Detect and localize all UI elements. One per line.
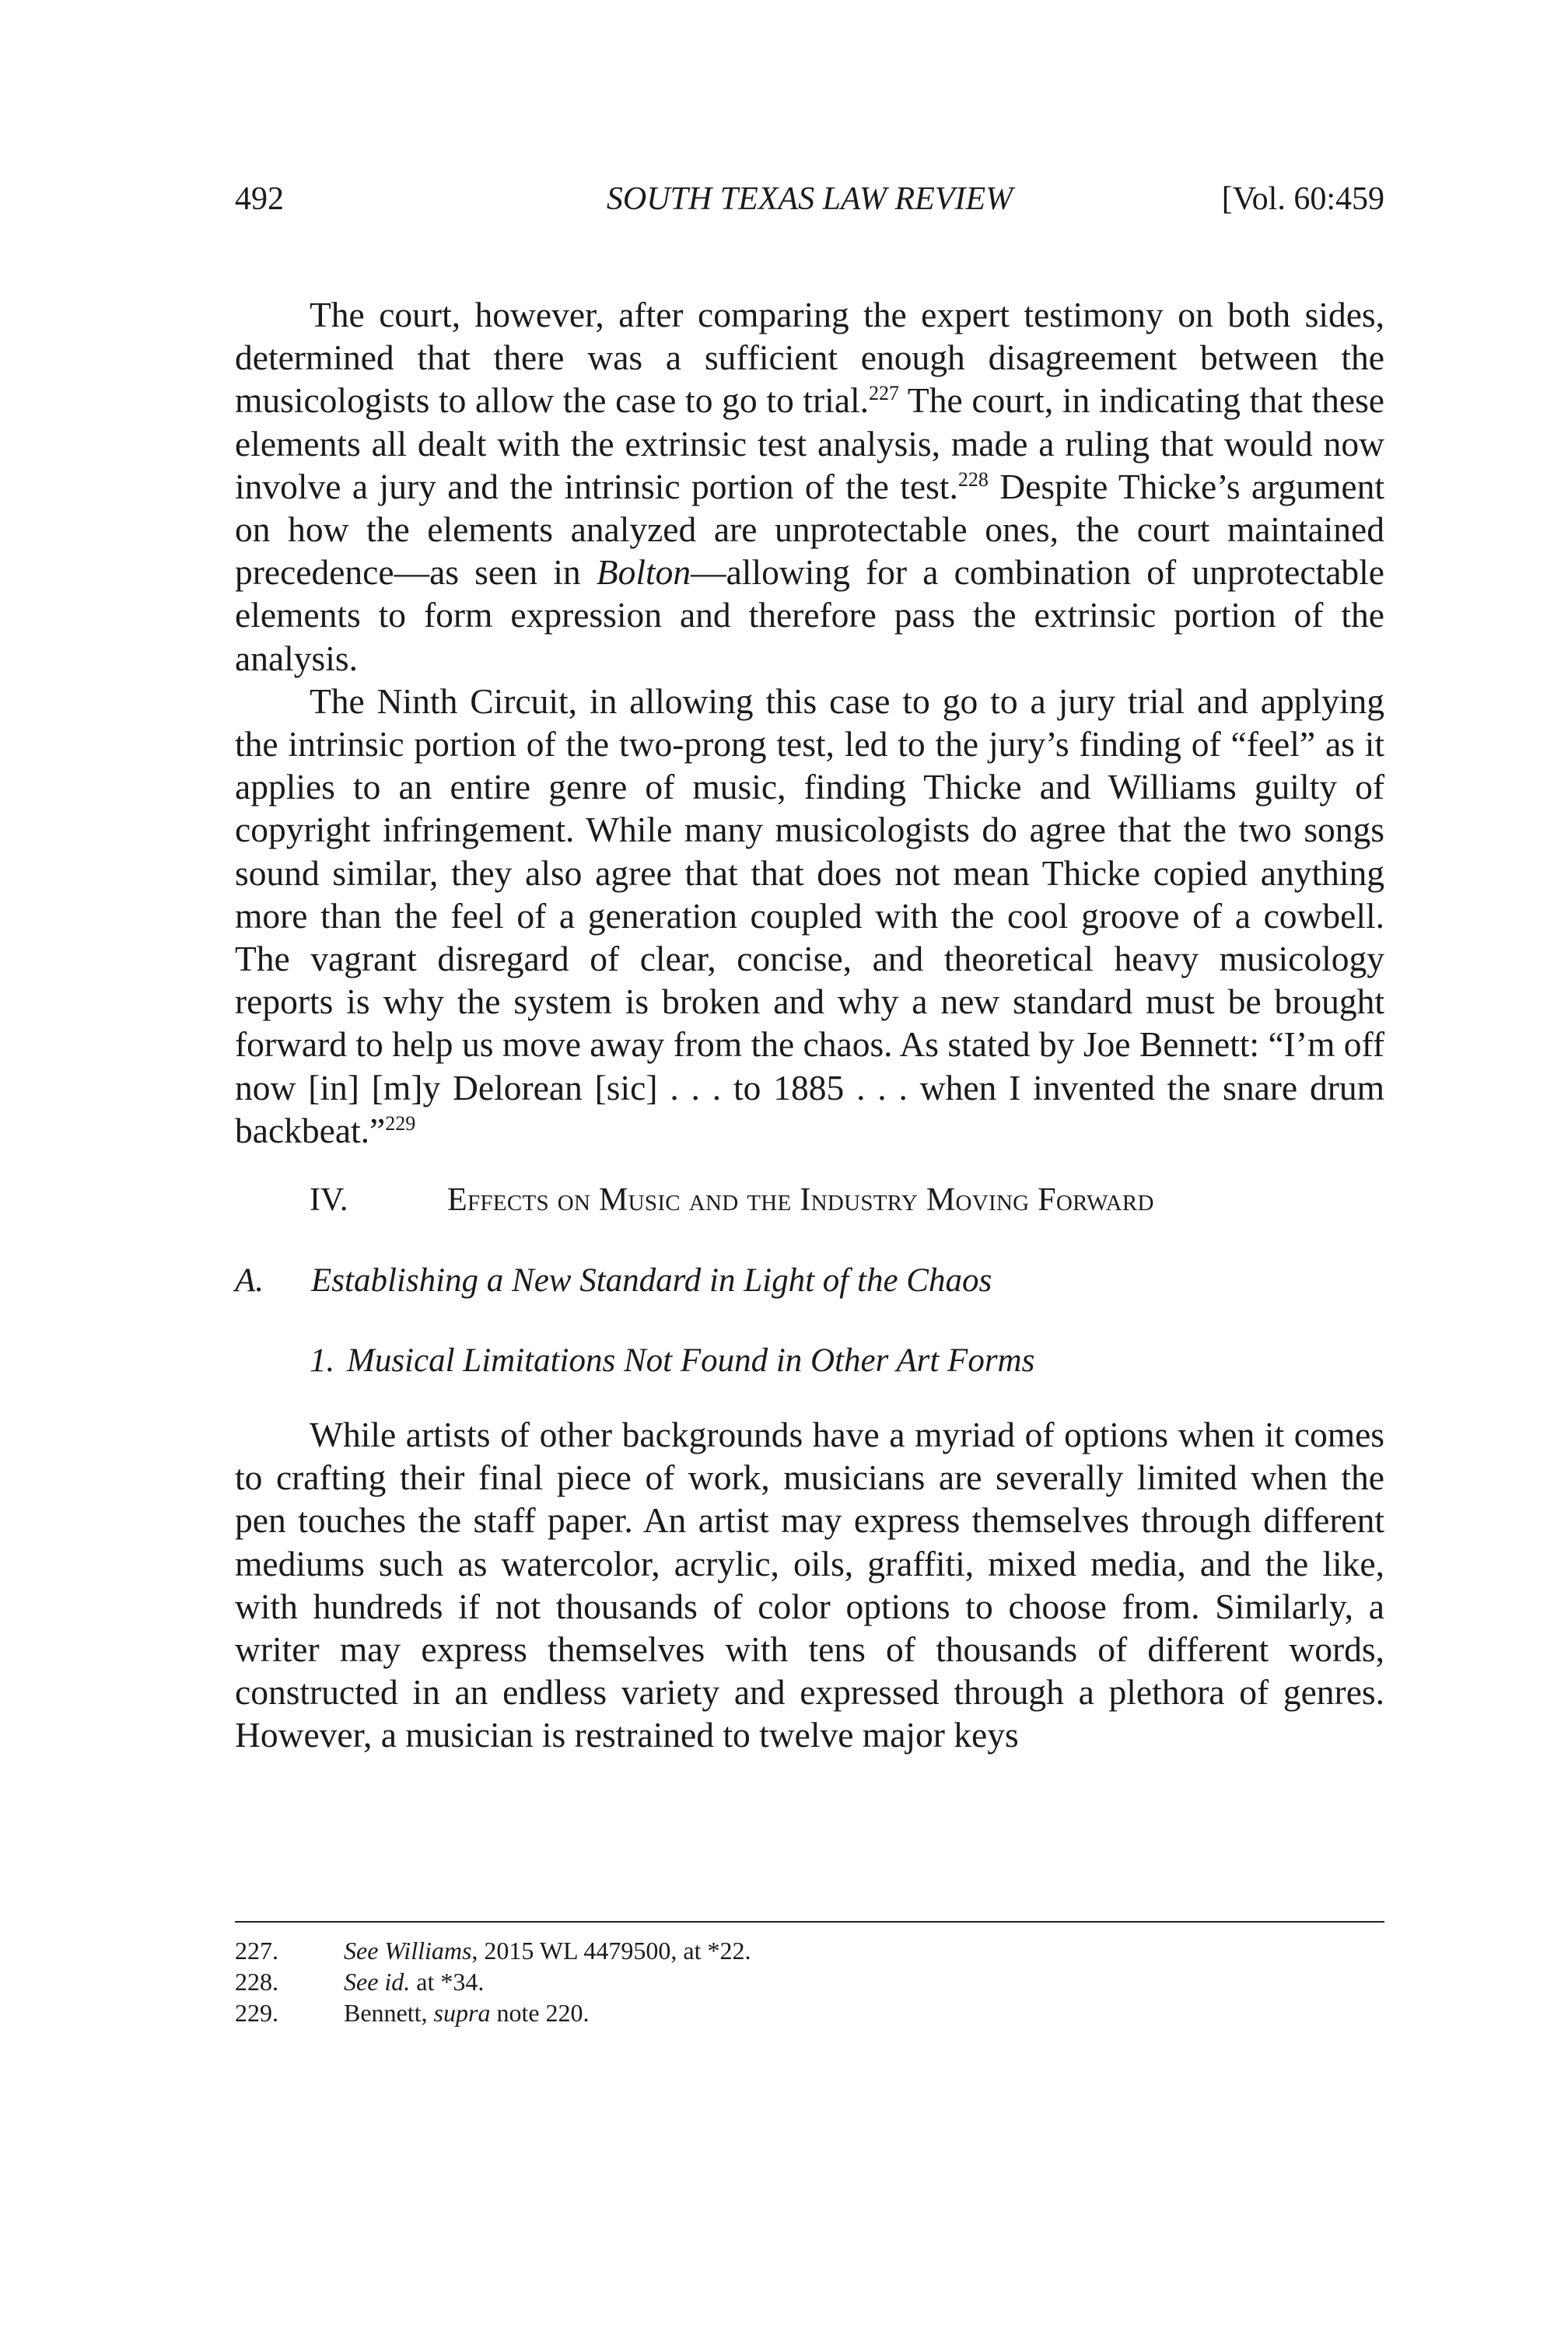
section-number: IV. xyxy=(310,1182,348,1218)
footnote-divider xyxy=(235,1921,1384,1923)
paragraph-3: While artists of other backgrounds have a myriad of options when it comes to crafting their final piece of work, musicians are severally limited when the pen touches the staff paper. An artist may express themselves through different mediums such as watercolor, acrylic, oils, graffiti, mixed media, and the like, with hundreds if not thousands of color options to choose from. Similarly, a writer may express themselves with tens of thousands of different words, constructed in an endless variety and expressed through a plethora of genres. However, a musician is restrained to twelve major keys xyxy=(235,1415,1384,1755)
body-text-upper xyxy=(235,293,1384,1152)
footnote-text: See Williams, 2015 WL 4479500, at *22. xyxy=(344,1937,751,1965)
subsubsection-number: 1. xyxy=(310,1342,335,1379)
footnote-229 xyxy=(235,1997,1384,2028)
subsection-title: Establishing a New Standard in Light of the Chaos xyxy=(311,1262,992,1299)
volume-citation: [Vol. 60:459 xyxy=(1221,181,1384,217)
section-title: Effects on Music and the Industry Moving Forward xyxy=(447,1182,1154,1218)
footnote-text: See id. at *34. xyxy=(344,1968,485,1996)
footnote-ref-227[interactable]: 227 xyxy=(869,382,900,405)
paragraph-2: The Ninth Circuit, in allowing this case to go to a jury trial and applying the intrinsic portion of the two-prong test, led to the jury’s finding of “feel” as it applies to an entire genre of music, finding Thicke and Williams guilty of copyright infringement. While many musicologists do agree that the two songs sound similar, they also agree that that does not mean Thicke copied anything more than the feel of a generation coupled with the cool groove of a cowbell. The vagrant disregard of clear, concise, and theoretical heavy musicology reports is why the system is broken and why a new standard must be brought forward to help us move away from the chaos. As stated by Joe Bennett: “I’m off now [in] [m]y Delorean [sic] . . . to 1885 . . . when I invented the snare drum backbeat.”$^{229}$ xyxy=(235,681,1384,1150)
body-text-lower xyxy=(235,1413,1384,1757)
footnote-ref-229[interactable]: 229 xyxy=(385,1111,416,1135)
footnote-number: 228. xyxy=(235,1968,278,1996)
footnote-ref-228[interactable]: 228 xyxy=(957,467,989,491)
footnote-number: 229. xyxy=(235,1999,278,2027)
footnotes xyxy=(235,1935,1384,2028)
footnote-text: Bennett, supra note 220. xyxy=(344,1999,590,2027)
subsubsection-title: Musical Limitations Not Found in Other Art Forms xyxy=(347,1342,1035,1379)
subsection-letter: A. xyxy=(235,1262,264,1299)
footnote-227 xyxy=(235,1935,1384,1966)
footnote-number: 227. xyxy=(235,1937,278,1965)
case-name-bolton: Bolton xyxy=(596,552,691,593)
paragraph-1: The court, however, after comparing the expert testimony on both sides, determined that there was a sufficient enough disagreement between the musicologists to allow the case to go to trial.$^{227}$ The court, in indicating that these elements all dealt with the extrinsic test analysis, made a ruling that would now involve a jury and the intrinsic portion of the test.$^{228}$ Despite Thicke’s argument on how the elements analyzed are unprotectable ones, the court maintained precedence—as seen in Bolton—allowing for a combination of unprotectable elements to form expression and therefore pass the extrinsic portion of the analysis. xyxy=(235,295,1385,678)
journal-title: SOUTH TEXAS LAW REVIEW xyxy=(606,181,1013,217)
running-header xyxy=(235,176,1384,222)
page-number: 492 xyxy=(235,181,284,217)
footnote-228 xyxy=(235,1966,1384,1997)
